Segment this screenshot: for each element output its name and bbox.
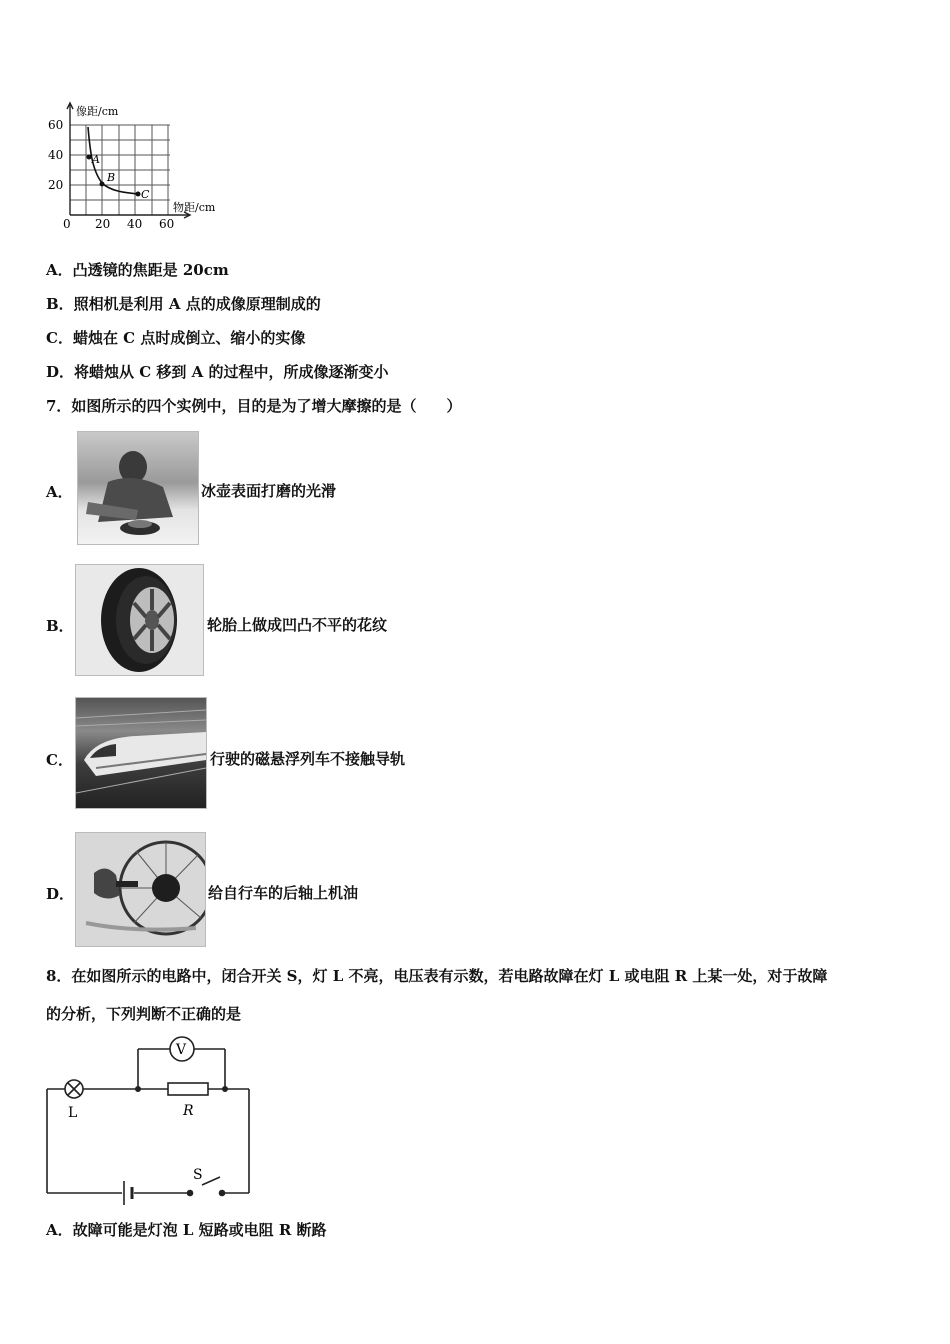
tire-photo — [75, 564, 204, 676]
resistor-label: R — [183, 1103, 194, 1119]
bicycle-oil-photo — [75, 832, 206, 947]
q6-option-b: B．照相机是利用 A 点的成像原理制成的 — [46, 295, 321, 313]
curling-photo — [77, 431, 199, 545]
q7-option-b-letter: B． — [46, 617, 74, 635]
q7-option-d-caption: 给自行车的后轴上机油 — [208, 884, 359, 902]
q7-option-a-letter: A． — [46, 483, 73, 501]
x-tick-60: 60 — [159, 217, 175, 231]
q8-option-a: A．故障可能是灯泡 L 短路或电阻 R 断路 — [46, 1221, 327, 1239]
maglev-photo — [75, 697, 207, 809]
q7-option-a-caption: 冰壶表面打磨的光滑 — [201, 482, 337, 500]
q7-option-c-letter: C． — [46, 751, 73, 769]
q8-stem-line1: 8．在如图所示的电路中，闭合开关 S，灯 L 不亮，电压表有示数，若电路故障在灯 L 或电阻 R 上某一处，对于故障 — [46, 967, 828, 985]
circuit-diagram — [40, 1035, 260, 1205]
x-tick-0: 0 — [63, 217, 71, 231]
voltmeter-label: V — [176, 1042, 187, 1058]
q7-stem: 7．如图所示的四个实例中，目的是为了增大摩擦的是（ ） — [46, 397, 462, 415]
q6-option-a: A．凸透镜的焦距是 20cm — [46, 261, 229, 279]
x-axis-label: 物距/cm — [173, 201, 216, 214]
q8-stem-line2: 的分析，下列判断不正确的是 — [46, 1005, 242, 1023]
switch-label: S — [193, 1167, 203, 1183]
image-distance-graph — [40, 95, 240, 235]
q7-option-d-letter: D． — [46, 885, 75, 903]
q7-option-c-caption: 行驶的磁悬浮列车不接触导轨 — [210, 750, 406, 768]
lamp-label: L — [68, 1105, 78, 1121]
y-axis-label: 像距/cm — [76, 105, 119, 118]
q7-option-b-caption: 轮胎上做成凹凸不平的花纹 — [207, 616, 388, 634]
q6-option-c: C．蜡烛在 C 点时成倒立、缩小的实像 — [46, 329, 306, 347]
y-tick-40: 40 — [48, 148, 64, 162]
x-tick-40: 40 — [127, 217, 143, 231]
y-tick-60: 60 — [48, 118, 64, 132]
point-a-label: A — [92, 153, 100, 166]
point-c-label: C — [141, 188, 150, 201]
y-tick-20: 20 — [48, 178, 64, 192]
point-b-label: B — [107, 171, 116, 184]
x-tick-20: 20 — [95, 217, 111, 231]
q6-option-d: D．将蜡烛从 C 移到 A 的过程中，所成像逐渐变小 — [46, 363, 389, 381]
